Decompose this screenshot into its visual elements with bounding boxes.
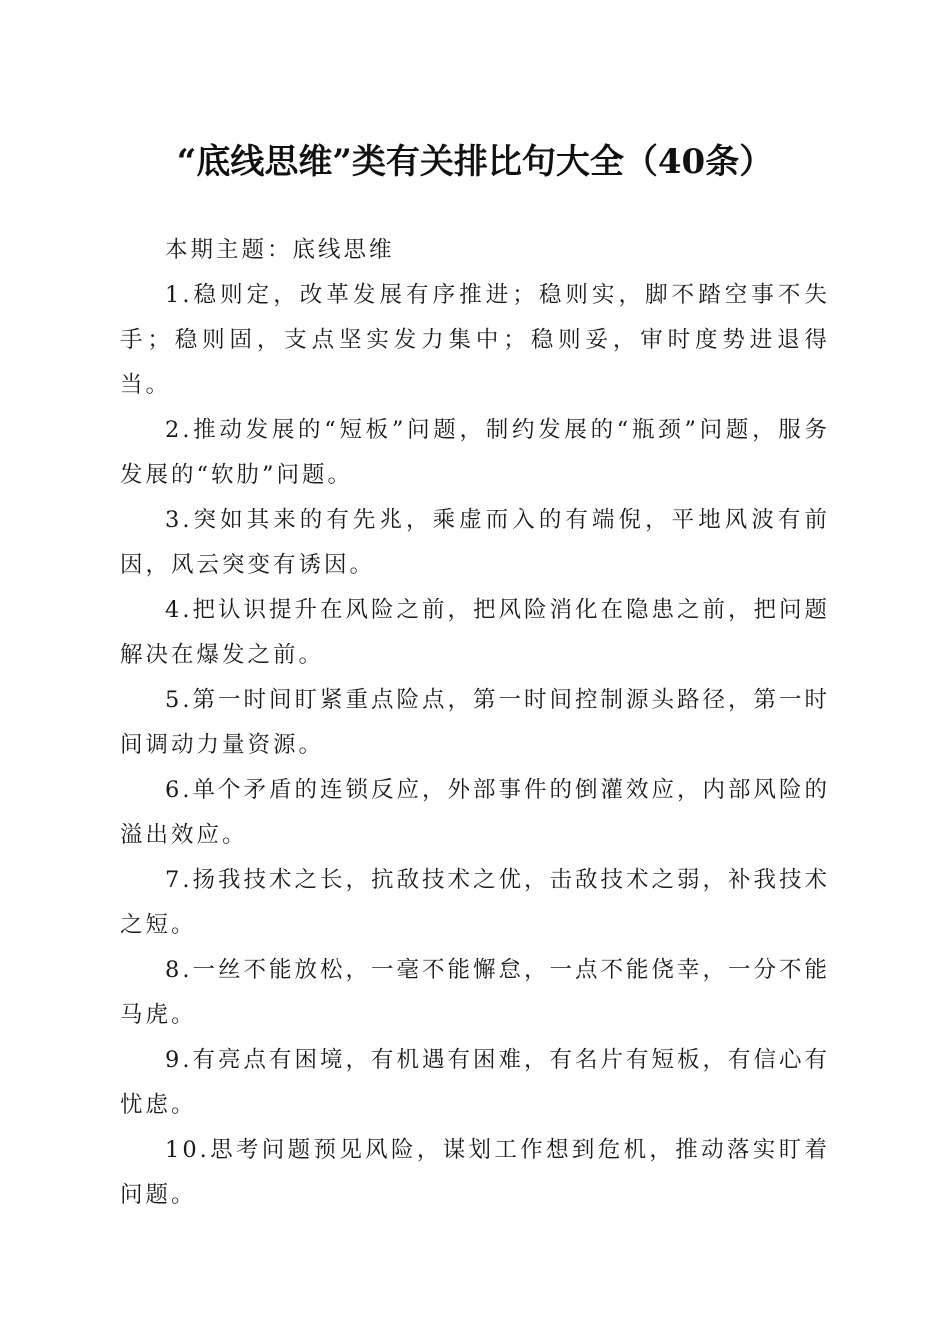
document-body <box>120 228 830 1218</box>
document-title: “底线思维”类有关排比句大全（40条） <box>176 142 774 182</box>
topic-line <box>120 228 830 273</box>
list-item-2: 2.推动发展的“短板”问题，制约发展的“瓶颈”问题，服务发展的“软肋”问题。 <box>120 417 830 488</box>
list-item-9: 9.有亮点有困境，有机遇有困难，有名片有短板，有信心有忧虑。 <box>120 1047 830 1118</box>
topic-value: 底线思维 <box>292 237 395 263</box>
list-item-6: 6.单个矛盾的连锁反应，外部事件的倒灌效应，内部风险的溢出效应。 <box>120 777 830 848</box>
list-item-5: 5.第一时间盯紧重点险点，第一时间控制源头路径，第一时间调动力量资源。 <box>120 687 830 758</box>
list-item-8: 8.一丝不能放松，一毫不能懈怠，一点不能侥幸，一分不能马虎。 <box>120 957 830 1028</box>
list-item-10: 10.思考问题预见风险，谋划工作想到危机，推动落实盯着问题。 <box>120 1137 830 1208</box>
list-item-3: 3.突如其来的有先兆，乘虚而入的有端倪，平地风波有前因，风云突变有诱因。 <box>120 507 830 578</box>
list-item-7: 7.扬我技术之长，抗敌技术之优，击敌技术之弱，补我技术之短。 <box>120 867 830 938</box>
topic-label: 本期主题： <box>165 237 293 263</box>
list-item-4: 4.把认识提升在风险之前，把风险消化在隐患之前，把问题解决在爆发之前。 <box>120 597 830 668</box>
list-item-1: 1.稳则定，改革发展有序推进；稳则实，脚不踏空事不失手；稳则固，支点坚实发力集中；稳则妥，审时度势进退得当。 <box>120 282 830 398</box>
